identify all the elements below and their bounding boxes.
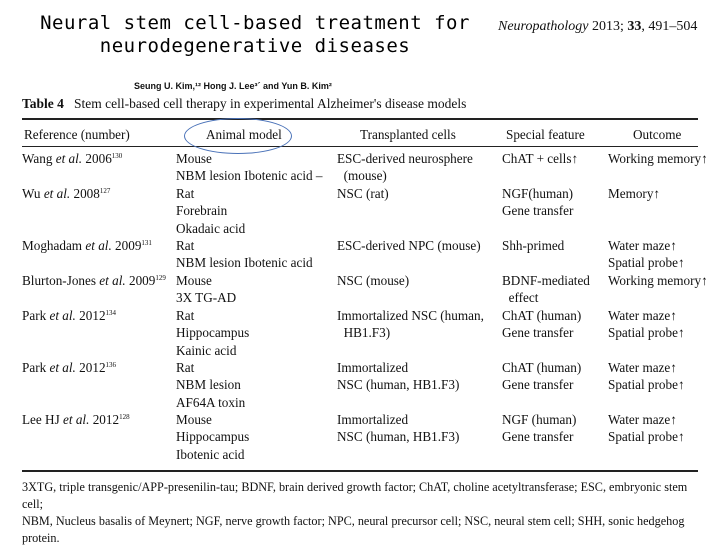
cells-line: ESC-derived NPC (mouse) <box>337 238 481 253</box>
reference-author: Lee HJ <box>22 412 60 427</box>
model-line: Hippocampus <box>176 429 250 445</box>
reference-year: 2009 <box>111 238 142 253</box>
table-header-rule <box>22 146 698 147</box>
cells-cell <box>337 307 484 342</box>
column-header-transplanted-cells: Transplanted cells <box>360 127 456 142</box>
feature-line: Shh-primed <box>502 238 565 253</box>
column-header-outcome: Outcome <box>633 127 682 142</box>
outcome-cell <box>608 185 660 202</box>
reference-cell <box>22 237 152 254</box>
reference-number: 129 <box>155 274 166 282</box>
table-caption-text: Stem cell-based cell therapy in experimental Alzheimer's disease models <box>74 96 467 111</box>
animal-model-highlight-ellipse <box>184 118 292 154</box>
reference-year: 2009 <box>125 273 156 288</box>
reference-cell <box>22 272 166 289</box>
cells-line: ESC-derived neurosphere <box>337 151 473 166</box>
model-line: Forebrain <box>176 203 228 219</box>
outcome-line: Working memory↑ <box>608 151 708 166</box>
outcome-cell <box>608 272 708 289</box>
model-cell <box>176 237 313 272</box>
model-line: 3X TG-AD <box>176 290 237 306</box>
title-line-2: neurodegenerative diseases <box>99 35 411 57</box>
feature-line: ChAT (human) <box>502 308 582 323</box>
feature-line: effect <box>502 290 539 306</box>
reference-et-al: et al. <box>82 238 112 253</box>
cells-cell <box>337 237 481 254</box>
outcome-cell <box>608 307 685 342</box>
title-line-1: Neural stem cell-based treatment for <box>40 12 470 34</box>
cells-line: NSC (human, HB1.F3) <box>337 429 460 445</box>
outcome-cell <box>608 359 685 394</box>
model-line: Mouse <box>176 273 212 288</box>
cells-line: NSC (human, HB1.F3) <box>337 377 460 393</box>
model-cell <box>176 272 236 307</box>
reference-et-al: et al. <box>40 186 71 201</box>
model-line: Mouse <box>176 151 212 166</box>
cells-cell <box>337 359 459 394</box>
cells-cell <box>337 272 409 289</box>
cells-cell <box>337 411 459 446</box>
feature-cell <box>502 150 578 167</box>
model-line: Rat <box>176 186 195 201</box>
outcome-line: Spatial probe↑ <box>608 325 685 341</box>
model-cell <box>176 359 245 411</box>
feature-line: ChAT (human) <box>502 360 582 375</box>
table-bottom-rule <box>22 470 698 472</box>
reference-cell <box>22 359 116 376</box>
feature-line: Gene transfer <box>502 429 574 445</box>
table-label: Table 4 <box>22 96 64 111</box>
reference-author: Wu <box>22 186 41 201</box>
outcome-line: Spatial probe↑ <box>608 429 685 445</box>
reference-year: 2012 <box>89 412 120 427</box>
outcome-cell <box>608 150 708 167</box>
outcome-line: Water maze↑ <box>608 308 677 323</box>
reference-number: 134 <box>105 309 117 317</box>
model-cell <box>176 185 245 237</box>
reference-et-al: et al. <box>52 151 83 166</box>
model-line: Mouse <box>176 412 212 427</box>
cells-line: HB1.F3) <box>337 325 391 341</box>
cells-line: NSC (mouse) <box>337 273 410 288</box>
reference-number: 127 <box>99 187 111 195</box>
feature-cell <box>502 185 573 220</box>
outcome-cell <box>608 237 685 272</box>
feature-cell <box>502 307 581 342</box>
model-cell <box>176 411 249 463</box>
journal-citation <box>498 19 697 35</box>
reference-number: 136 <box>105 361 117 369</box>
cells-line: Immortalized <box>337 412 409 427</box>
outcome-line: Spatial probe↑ <box>608 255 685 271</box>
journal-name: Neuropathology <box>498 19 589 34</box>
feature-line: BDNF-mediated <box>502 273 590 288</box>
cells-line: Immortalized NSC (human, <box>337 308 484 323</box>
column-header-reference: Reference (number) <box>24 127 130 142</box>
feature-cell <box>502 359 581 394</box>
outcome-line: Spatial probe↑ <box>608 377 685 393</box>
reference-author: Park <box>22 308 47 323</box>
column-header-special-feature: Special feature <box>506 127 585 142</box>
model-line: NBM lesion <box>176 377 241 393</box>
outcome-cell <box>608 411 685 446</box>
footnote-line-2: NBM, Nucleus basalis of Meynert; NGF, nerve growth factor; NPC, neural precursor cell; NSC, neural stem cell; SHH, sonic hedgehog protein. <box>22 514 685 545</box>
feature-cell <box>502 237 564 254</box>
feature-line: Gene transfer <box>502 203 574 219</box>
reference-et-al: et al. <box>59 412 90 427</box>
model-line: Rat <box>176 360 195 375</box>
feature-cell <box>502 272 590 307</box>
model-line: Rat <box>176 308 195 323</box>
outcome-line: Water maze↑ <box>608 238 677 253</box>
reference-author: Moghadam <box>22 238 83 253</box>
feature-line: Gene transfer <box>502 377 574 393</box>
authors-line: Seung U. Kim,¹² Hong J. Lee³´ and Yun B. Kim² <box>134 81 332 91</box>
journal-volume: 33 <box>627 19 642 34</box>
reference-cell <box>22 307 116 324</box>
feature-line: Gene transfer <box>502 325 574 341</box>
cells-cell <box>337 150 473 185</box>
reference-number: 128 <box>119 413 130 421</box>
reference-cell <box>22 411 130 428</box>
cells-line: (mouse) <box>337 168 387 184</box>
reference-author: Park <box>22 360 47 375</box>
reference-author: Blurton-Jones <box>22 273 96 288</box>
outcome-line: Water maze↑ <box>608 360 677 375</box>
reference-author: Wang <box>22 151 53 166</box>
reference-cell <box>22 185 110 202</box>
model-line: NBM lesion Ibotenic acid <box>176 255 313 271</box>
reference-number: 131 <box>141 239 152 247</box>
model-line: Rat <box>176 238 195 253</box>
reference-et-al: et al. <box>46 308 76 323</box>
presentation-title <box>30 12 480 58</box>
reference-cell <box>22 150 122 167</box>
journal-pages: , 491–504 <box>641 19 698 34</box>
table-caption <box>22 96 466 112</box>
feature-line: ChAT + cells↑ <box>502 151 579 166</box>
model-line: Okadaic acid <box>176 220 246 236</box>
model-cell <box>176 150 323 185</box>
column-header-animal-model: Animal model <box>206 127 282 142</box>
journal-year: 2013; <box>588 19 628 34</box>
cells-line: NSC (rat) <box>337 186 389 201</box>
outcome-line: Water maze↑ <box>608 412 677 427</box>
reference-year: 2006 <box>82 151 112 166</box>
table-footnote <box>22 479 702 547</box>
feature-line: NGF (human) <box>502 412 577 427</box>
feature-cell <box>502 411 576 446</box>
model-line: AF64A toxin <box>176 394 246 410</box>
model-line: Ibotenic acid <box>176 446 245 462</box>
footnote-line-1: 3XTG, triple transgenic/APP-presenilin-tau; BDNF, brain derived growth factor; ChAT, choline acetyltransferase; ESC, embryonic stem cell; <box>22 480 688 511</box>
reference-et-al: et al. <box>96 273 126 288</box>
outcome-line: Memory↑ <box>608 186 661 201</box>
model-line: Hippocampus <box>176 325 250 341</box>
table-top-rule <box>22 118 698 120</box>
reference-et-al: et al. <box>46 360 76 375</box>
model-line: NBM lesion Ibotenic acid – <box>176 168 323 184</box>
cells-cell <box>337 185 389 202</box>
reference-year: 2012 <box>75 308 106 323</box>
model-cell <box>176 307 249 359</box>
outcome-line: Working memory↑ <box>608 273 708 288</box>
feature-line: NGF(human) <box>502 186 574 201</box>
model-line: Kainic acid <box>176 342 237 358</box>
cells-line: Immortalized <box>337 360 409 375</box>
reference-year: 2008 <box>70 186 100 201</box>
reference-number: 130 <box>111 152 123 160</box>
reference-year: 2012 <box>75 360 106 375</box>
